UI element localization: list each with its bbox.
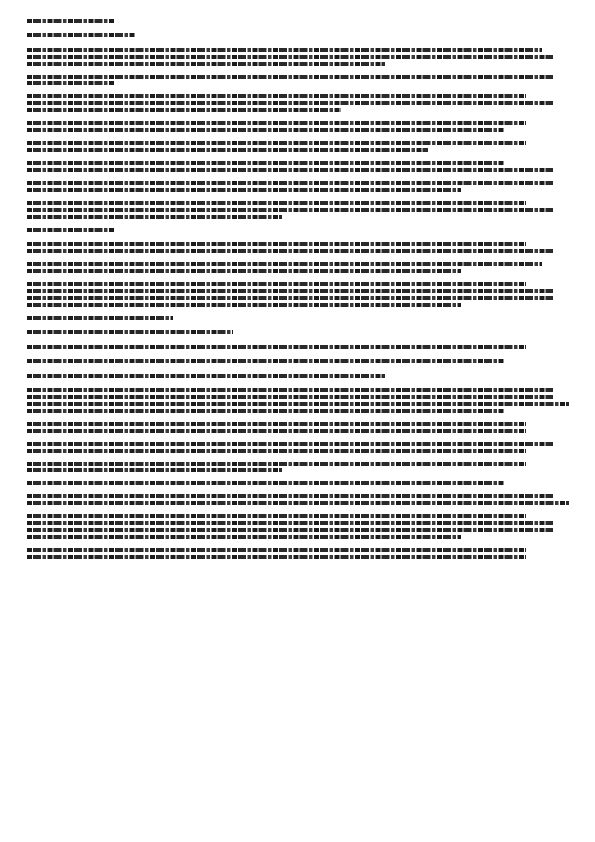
text-line [27, 141, 526, 145]
text-line [27, 19, 114, 23]
text-line [27, 494, 553, 498]
edition-note [27, 19, 569, 23]
note-56 [27, 481, 569, 485]
text-line [27, 402, 569, 406]
text-line [27, 422, 526, 426]
definition-49 [27, 161, 569, 172]
formula-cb [27, 316, 569, 320]
text-line [27, 468, 282, 472]
text-line [27, 108, 341, 112]
text-line [27, 316, 173, 320]
text-line [27, 289, 553, 293]
definition-43 [27, 33, 569, 37]
definition-46 [27, 94, 569, 112]
definition-53 [27, 282, 569, 307]
text-line [27, 128, 504, 132]
text-line [27, 215, 282, 219]
definition-52 [27, 262, 569, 273]
text-line [27, 330, 233, 334]
text-line [27, 181, 553, 185]
text-line [27, 101, 553, 105]
definition-51 [27, 242, 569, 253]
text-line [27, 501, 569, 505]
text-line [27, 208, 553, 212]
text-line [27, 345, 526, 349]
formula-where [27, 330, 569, 334]
text-line [27, 249, 553, 253]
text-line [27, 528, 553, 532]
text-line [27, 521, 553, 525]
text-line [27, 75, 553, 79]
text-line [27, 359, 504, 363]
definition-44 [27, 48, 569, 66]
definition-54 [27, 388, 569, 413]
edition-note [27, 228, 569, 232]
text-line [27, 242, 526, 246]
text-line [27, 514, 526, 518]
definition-57 [27, 494, 569, 505]
text-line [27, 161, 504, 165]
text-line [27, 148, 428, 152]
definition-56 [27, 462, 569, 473]
text-line [27, 262, 542, 266]
text-line [27, 409, 504, 413]
text-line [27, 48, 542, 52]
text-line [27, 81, 114, 85]
formula-def-kn [27, 359, 569, 363]
text-line [27, 201, 526, 205]
text-line [27, 429, 526, 433]
text-line [27, 188, 461, 192]
text-line [27, 555, 526, 559]
text-line [27, 442, 553, 446]
text-line [27, 548, 526, 552]
definition-47 [27, 121, 569, 132]
text-line [27, 282, 526, 286]
text-line [27, 94, 526, 98]
note-55 [27, 442, 569, 453]
definition-59 [27, 548, 569, 559]
text-line [27, 388, 553, 392]
text-line [27, 55, 553, 59]
text-line [27, 449, 526, 453]
text-line [27, 303, 461, 307]
definition-58 [27, 514, 569, 539]
text-line [27, 374, 385, 378]
text-line [27, 296, 553, 300]
text-line [27, 33, 135, 37]
definition-50 [27, 201, 569, 219]
definition-55 [27, 422, 569, 433]
formula-def-stp [27, 345, 569, 349]
text-line [27, 462, 526, 466]
text-line [27, 269, 461, 273]
definition-45 [27, 75, 569, 86]
text-line [27, 395, 553, 399]
text-line [27, 481, 504, 485]
text-line [27, 228, 114, 232]
text-line [27, 62, 385, 66]
definition-48 [27, 141, 569, 152]
text-line [27, 168, 553, 172]
formula-def-sbn [27, 374, 569, 378]
note-49 [27, 181, 569, 192]
text-line [27, 535, 461, 539]
text-line [27, 121, 526, 125]
